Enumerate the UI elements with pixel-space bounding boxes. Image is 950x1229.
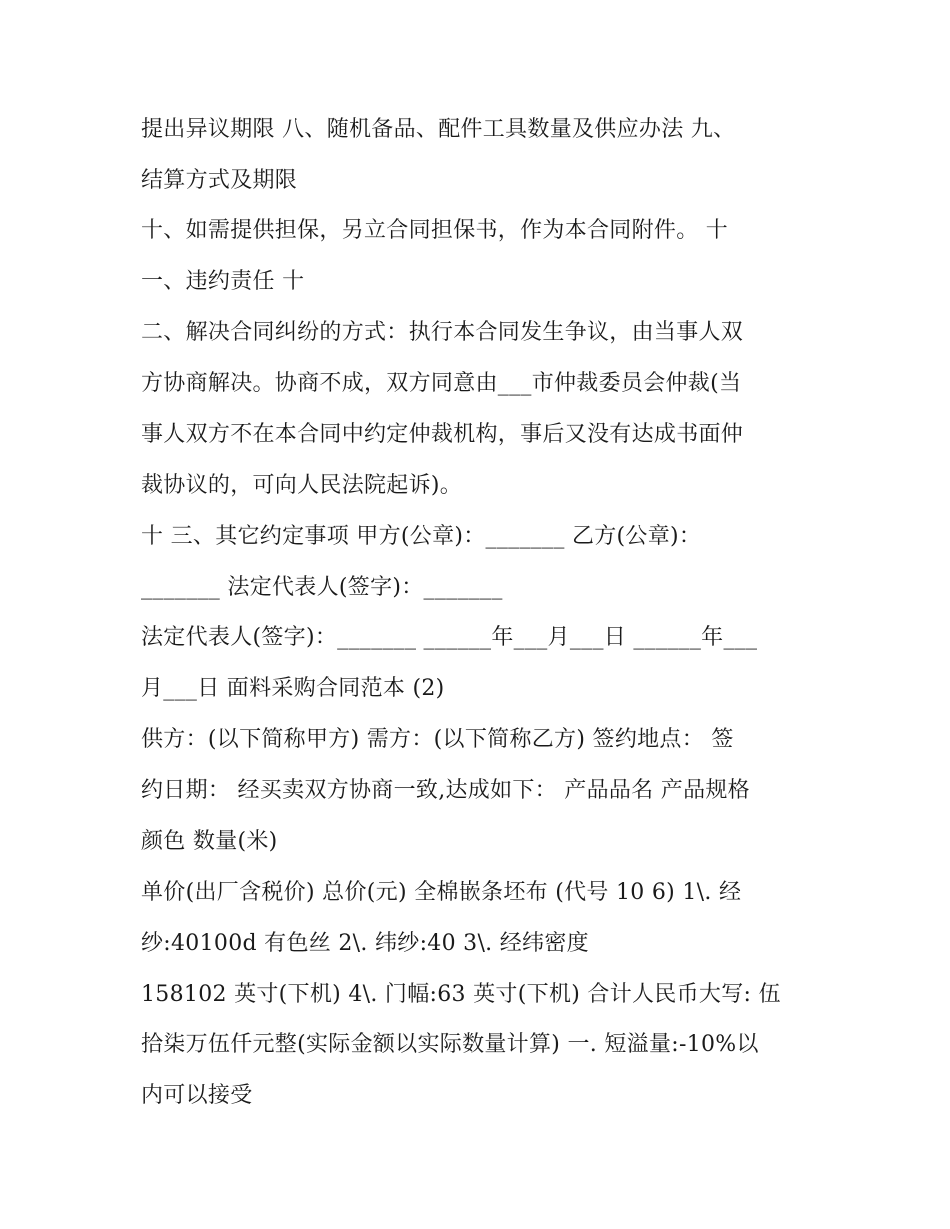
text-line: 颜色 数量(米) bbox=[141, 829, 278, 854]
text-line: 供方：(以下简称甲方) 需方：(以下简称乙方) 签约地点： 签 bbox=[141, 727, 734, 752]
text-line: 法定代表人(签字)：_______ ______年___月___日 ______年___ bbox=[141, 625, 758, 650]
text-line: 十、如需提供担保，另立合同担保书，作为本合同附件。 十 bbox=[141, 218, 729, 243]
text-line: 内可以接受 bbox=[141, 1083, 253, 1108]
text-line: 裁协议的，可向人民法院起诉)。 bbox=[141, 473, 463, 498]
text-line: _______ 法定代表人(签字)：_______ bbox=[141, 575, 503, 600]
text-line: 一、违约责任 十 bbox=[141, 269, 305, 294]
text-line: 结算方式及期限 bbox=[141, 168, 298, 193]
text-line: 十 三、其它约定事项 甲方(公章)：_______ 乙方(公章)： bbox=[141, 524, 702, 549]
text-line: 单价(出厂含税价) 总价(元) 全棉嵌条坯布 (代号 10 6) 1\. 经 bbox=[141, 880, 742, 905]
text-line: 纱:40100d 有色丝 2\. 纬纱:40 3\. 经纬密度 bbox=[141, 931, 589, 956]
text-line: 事人双方不在本合同中约定仲裁机构，事后又没有达成书面仲 bbox=[141, 422, 744, 447]
text-line: 月___日 面料采购合同范本 (2) bbox=[141, 676, 445, 701]
text-line: 方协商解决。协商不成，双方同意由___市仲裁委员会仲裁(当 bbox=[141, 371, 742, 396]
text-line: 约日期： 经买卖双方协商一致,达成如下： 产品品名 产品规格 bbox=[141, 778, 750, 803]
text-line: 提出异议期限 八、随机备品、配件工具数量及供应办法 九、 bbox=[141, 117, 736, 142]
text-line: 二、解决合同纠纷的方式：执行本合同发生争议，由当事人双 bbox=[141, 320, 744, 345]
text-line: 158102 英寸(下机) 4\. 门幅:63 英寸(下机) 合计人民币大写: 伍 bbox=[141, 982, 781, 1007]
text-line: 拾柒万伍仟元整(实际金额以实际数量计算) 一. 短溢量:-10%以 bbox=[141, 1032, 759, 1057]
